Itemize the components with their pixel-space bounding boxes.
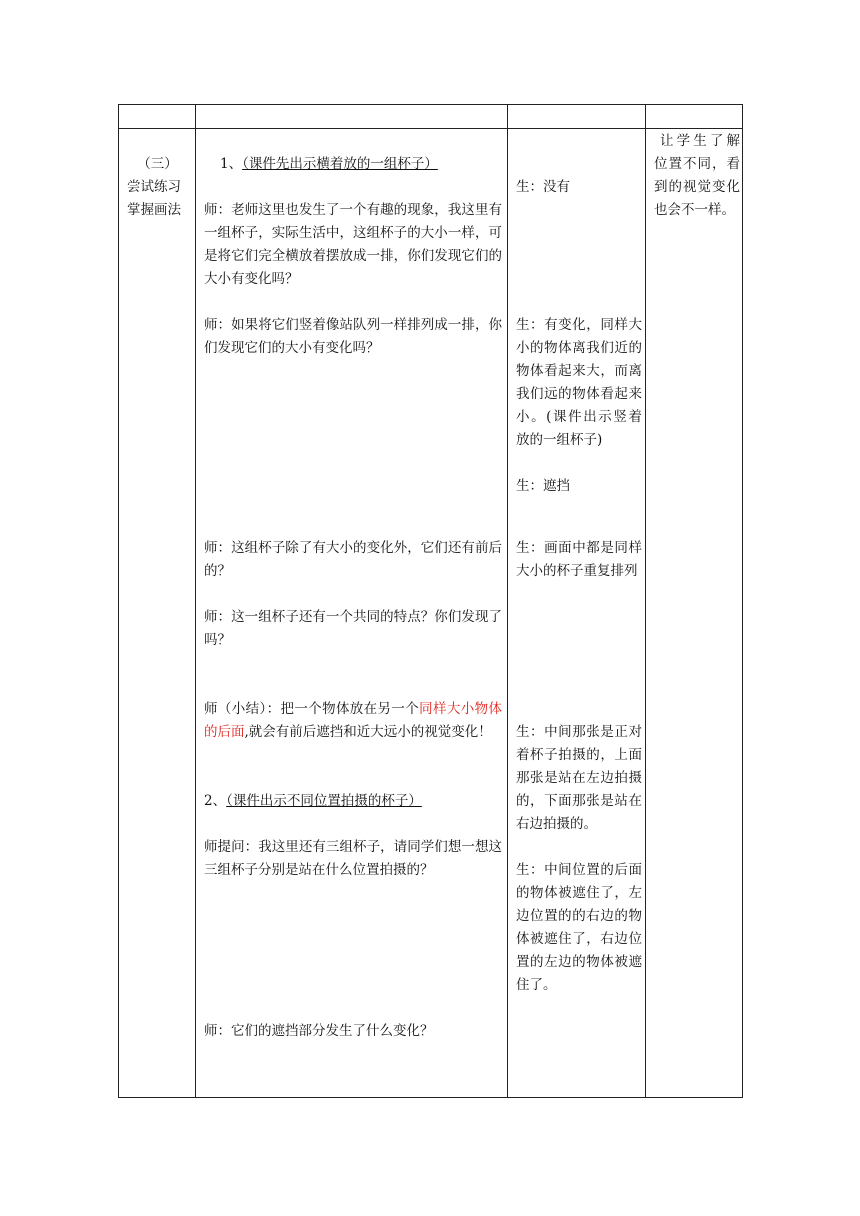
student-activity-cell: [508, 129, 646, 1098]
stage-title-line2: 掌握画法: [127, 202, 181, 219]
student-answer-2: 生：有变化，同样大小的物体离我们近的物体看起来大，而离我们远的物体看起来小。(课件出示竖着放的一组杯子): [516, 317, 642, 449]
stage-number: （三）: [137, 156, 178, 173]
header-row: [119, 105, 743, 129]
stage-title-line1: 尝试练习: [127, 179, 181, 196]
teacher-question-4: 师：这一组杯子还有一个共同的特点？你们发现了吗？: [204, 609, 502, 649]
teacher-question-6: 师：它们的遮挡部分发生了什么变化？: [204, 1023, 434, 1040]
lesson-plan-table: [118, 104, 743, 1098]
student-answer-1: 生：没有: [516, 179, 570, 196]
step-1-number: 1、: [220, 156, 243, 173]
teacher-step-2: [204, 790, 502, 813]
teacher-question-2: 师：如果将它们竖着像站队列一样排列成一排，你们发现它们的大小有变化吗？: [204, 317, 502, 357]
summary-highlight: 同样大小物体的后面: [204, 701, 503, 741]
header-cell-student: [508, 105, 646, 129]
stage-cell: [119, 129, 196, 1098]
design-intent-text: 让学生了解位置不同，看到的视觉变化也会不一样。: [654, 133, 740, 219]
step-2-number: 2、: [204, 793, 227, 810]
summary-text-start: 师（小结）：把一个物体放在另一个: [204, 701, 420, 718]
header-cell-intent: [646, 105, 743, 129]
student-answer-3: 生：遮挡: [516, 478, 570, 495]
student-answer-5: 生：中间那张是正对着杯子拍摄的，上面那张是站在左边拍摄的，下面那张是站在右边拍摄的。: [516, 724, 642, 833]
design-intent-cell: [646, 129, 743, 1098]
step-2-title: （课件出示不同位置拍摄的杯子）: [226, 793, 422, 810]
header-cell-stage: [119, 105, 196, 129]
step-1-title: （课件先出示横着放的一组杯子）: [242, 156, 438, 173]
student-answer-6: 生：中间位置的后面的物体被遮住了，左边位置的的右边的物体被遮住了，右边位置的左边的物体被遮住了。: [516, 862, 642, 994]
header-cell-teacher: [196, 105, 508, 129]
summary-text-end: ,就会有前后遮挡和近大远小的视觉变化！: [244, 724, 492, 741]
content-row: [119, 129, 743, 1098]
teacher-activity-cell: [196, 129, 508, 1098]
student-answer-4: 生：画面中都是同样大小的杯子重复排列: [516, 540, 642, 580]
teacher-summary: [204, 698, 502, 744]
teacher-question-3: 师：这组杯子除了有大小的变化外，它们还有前后的？: [204, 540, 502, 580]
teacher-question-1: 师：老师这里也发生了一个有趣的现象，我这里有一组杯子，实际生活中，这组杯子的大小一样，可是将它们完全横放着摆放成一排，你们发现它们的大小有变化吗？: [204, 202, 502, 288]
teacher-question-5: 师提问：我这里还有三组杯子，请同学们想一想这三组杯子分别是站在什么位置拍摄的？: [204, 839, 502, 879]
teacher-step-1: [220, 153, 504, 176]
